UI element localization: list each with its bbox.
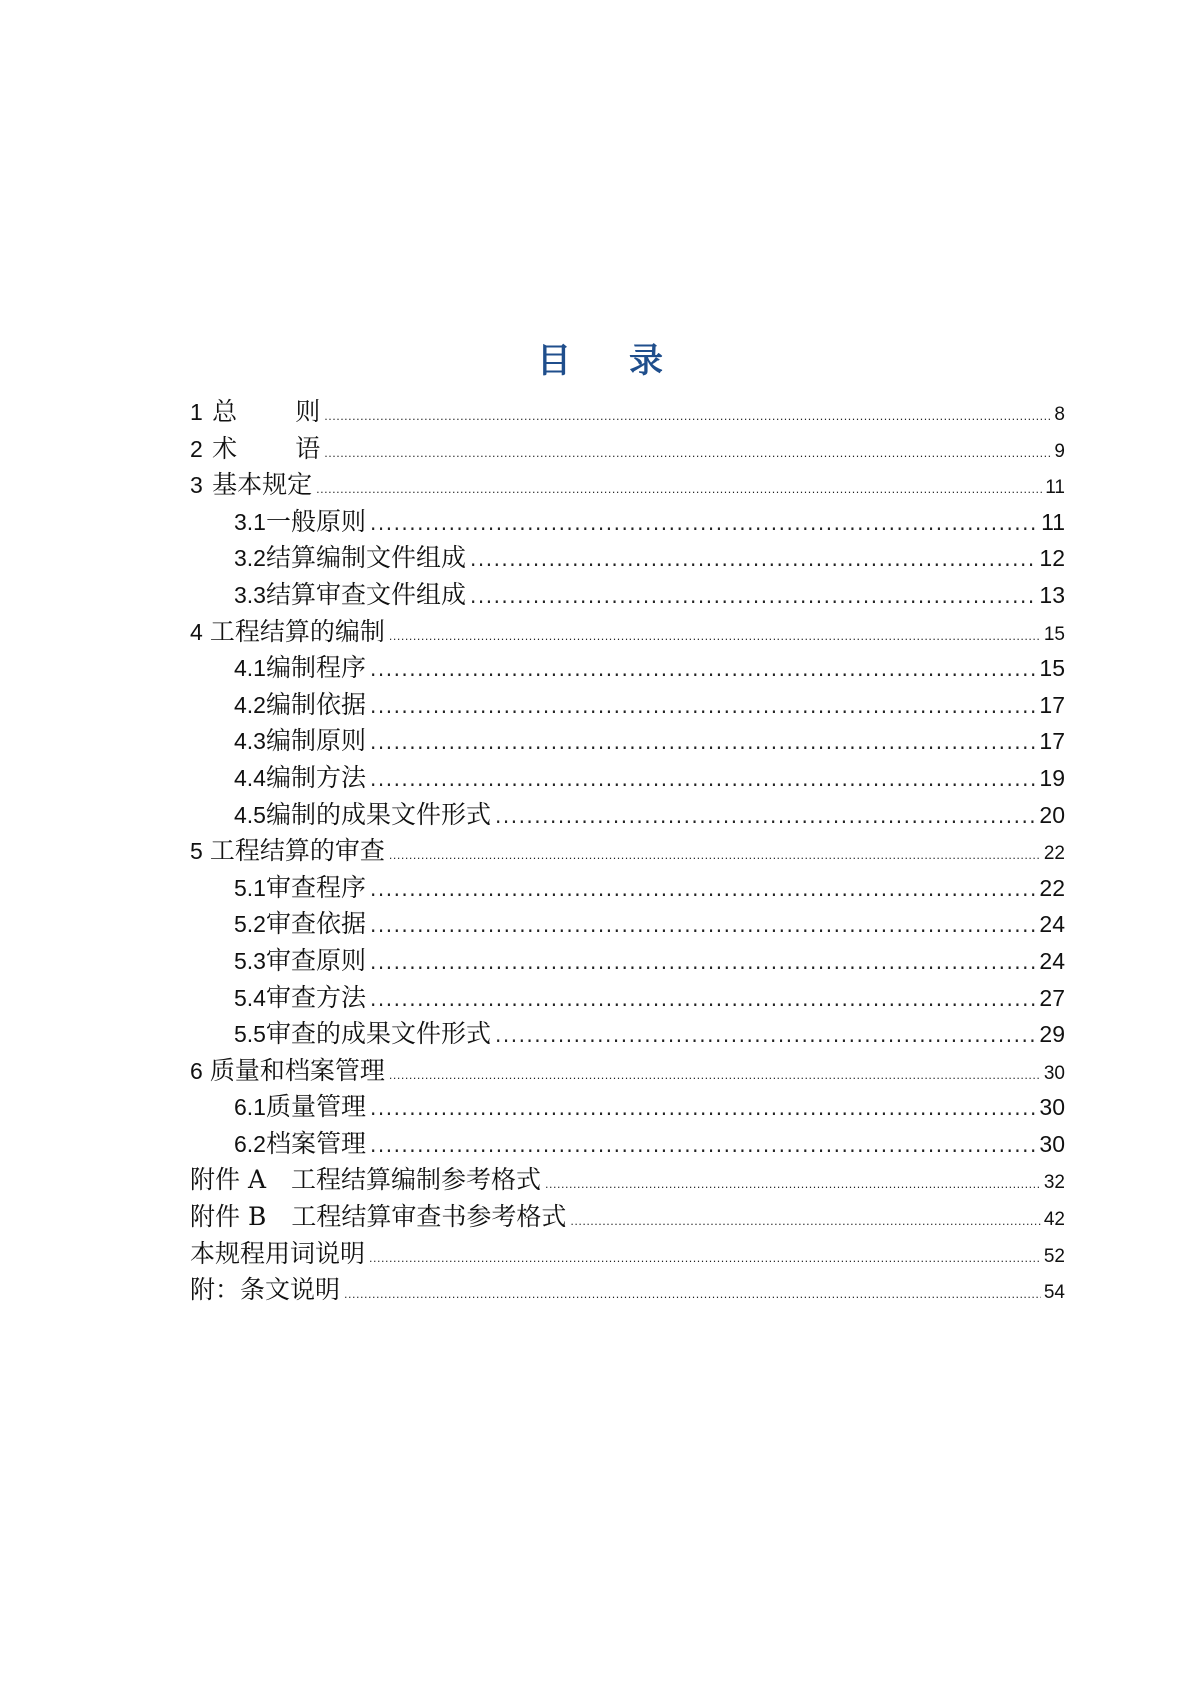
toc-entry-page: 15 — [1039, 655, 1065, 682]
toc-subentry[interactable] — [190, 943, 1065, 980]
toc-entry-number: 5.3 — [234, 947, 266, 974]
toc-leader-dots — [495, 1017, 1036, 1054]
toc-subentry[interactable] — [190, 504, 1065, 541]
toc-entry-label: 一般原则 — [265, 506, 366, 536]
toc-entry-number: 1 — [190, 399, 203, 425]
toc-entry-label: 基本规定 — [212, 470, 313, 500]
toc-entry-page: 52 — [1043, 1245, 1065, 1267]
toc-entry-number: 4.5 — [234, 801, 266, 828]
toc-subentry[interactable] — [190, 1016, 1065, 1053]
toc-subentry[interactable] — [190, 760, 1065, 797]
toc-entry-number: 4.3 — [234, 728, 266, 755]
toc-entry-number: 5.1 — [234, 874, 266, 901]
toc-entry-label: 附：条文说明 — [190, 1275, 341, 1305]
toc-entry-label: 本规程用词说明 — [190, 1238, 366, 1268]
toc-entry-number: 5 — [190, 838, 203, 865]
toc-title-part1: 目 — [537, 341, 571, 381]
toc-entry-page: 19 — [1039, 764, 1065, 791]
toc-leader-dots — [470, 578, 1036, 615]
toc-subentry[interactable] — [190, 870, 1065, 907]
toc-entry-page: 27 — [1039, 984, 1065, 1011]
toc-subentry[interactable] — [190, 687, 1065, 724]
toc-entry-number: 3.3 — [234, 581, 266, 608]
toc-entry-number: 2 — [190, 435, 203, 462]
toc-entry-page: 30 — [1039, 1094, 1065, 1121]
toc-subentry[interactable] — [190, 1089, 1065, 1126]
toc-entry-page: 12 — [1039, 545, 1065, 572]
toc-entry-label: 审查依据 — [265, 909, 366, 939]
toc-entry-number: 6.2 — [234, 1130, 266, 1157]
toc-entry-label: 结算审查文件组成 — [265, 579, 466, 609]
toc-entry-page: 9 — [1054, 440, 1065, 462]
toc-entry-number: 3 — [190, 472, 203, 499]
toc-subentry[interactable] — [190, 1126, 1065, 1163]
toc-subentry[interactable] — [190, 577, 1065, 614]
toc-entry-page: 20 — [1039, 801, 1065, 828]
toc-entry[interactable] — [190, 431, 1065, 468]
toc-entry-label: 总 则 — [212, 397, 321, 426]
toc-entry-number: 5.2 — [234, 911, 266, 938]
toc-subentry[interactable] — [190, 650, 1065, 687]
toc-entry-label: 档案管理 — [265, 1128, 366, 1158]
toc-entry-label: 工程结算的审查 — [209, 836, 385, 866]
toc-leader-dots — [370, 981, 1036, 1018]
toc-entry-label: 工程结算的编制 — [209, 616, 385, 646]
toc-entry-page: 11 — [1041, 508, 1065, 535]
toc-leader-dots — [370, 1090, 1036, 1127]
toc-appendix-entry[interactable] — [190, 1199, 1065, 1236]
toc-entry-page: 29 — [1039, 1021, 1065, 1048]
toc-entry-page: 22 — [1043, 843, 1065, 865]
toc-entry-number: 4.4 — [234, 764, 266, 791]
toc-entry-label: 质量和档案管理 — [209, 1055, 385, 1085]
toc-entry-page: 11 — [1045, 477, 1065, 499]
toc-appendix-entry[interactable] — [190, 1272, 1065, 1309]
toc-leader-dots — [370, 688, 1036, 725]
toc-subentry[interactable] — [190, 906, 1065, 943]
toc-leader-dots — [370, 651, 1036, 688]
toc-entry-number: 4.1 — [234, 655, 266, 682]
toc-entry-page: 15 — [1043, 623, 1065, 645]
toc-subentry[interactable] — [190, 797, 1065, 834]
toc-title-part2: 录 — [629, 341, 663, 381]
toc-entry-label: 编制的成果文件形式 — [265, 799, 491, 829]
toc-entry-label: 审查的成果文件形式 — [265, 1019, 491, 1049]
toc-entry-page: 54 — [1043, 1282, 1065, 1304]
toc-leader-dots — [370, 724, 1036, 761]
toc-entry-label: 编制原则 — [265, 726, 366, 756]
toc-entry[interactable] — [190, 467, 1065, 504]
toc-entry[interactable] — [190, 614, 1065, 651]
toc-entry-label: 附件 A 工程结算编制参考格式 — [190, 1165, 542, 1195]
toc-entry-page: 22 — [1039, 874, 1065, 901]
toc-entry-page: 17 — [1039, 691, 1065, 718]
toc-entry-number: 4.2 — [234, 691, 266, 718]
toc-leader-dots — [370, 944, 1036, 981]
toc-entry-label: 编制程序 — [265, 653, 366, 683]
toc-entry-page: 32 — [1043, 1172, 1065, 1194]
toc-subentry[interactable] — [190, 980, 1065, 1017]
toc-entry-page: 30 — [1039, 1130, 1065, 1157]
toc-entry-number: 5.5 — [234, 1021, 266, 1048]
toc-entry[interactable] — [190, 394, 1065, 431]
toc-leader-dots — [470, 541, 1036, 578]
toc-entry-page: 42 — [1043, 1209, 1065, 1231]
toc-entry-page: 17 — [1039, 728, 1065, 755]
toc-entry-page: 24 — [1039, 911, 1065, 938]
toc-entry-number: 3.2 — [234, 545, 266, 572]
toc-leader-dots — [370, 761, 1036, 798]
toc-entry-number: 3.1 — [234, 508, 266, 535]
toc-leader-dots — [495, 798, 1036, 835]
toc-entry-number: 6.1 — [234, 1094, 266, 1121]
toc-entry-page: 24 — [1039, 947, 1065, 974]
toc-list — [190, 394, 1065, 1309]
toc-subentry[interactable] — [190, 540, 1065, 577]
toc-entry[interactable] — [190, 1053, 1065, 1090]
toc-entry-label: 编制依据 — [265, 689, 366, 719]
toc-entry-page: 8 — [1054, 404, 1065, 425]
toc-subentry[interactable] — [190, 723, 1065, 760]
toc-entry-label: 附件 B 工程结算审查书参考格式 — [190, 1202, 567, 1232]
toc-entry-page: 30 — [1043, 1062, 1065, 1084]
toc-entry[interactable] — [190, 833, 1065, 870]
toc-entry-label: 术 语 — [212, 433, 321, 463]
toc-leader-dots — [370, 505, 1038, 542]
toc-leader-dots — [370, 1127, 1036, 1164]
toc-appendix-entry[interactable] — [190, 1162, 1065, 1199]
toc-title — [0, 333, 1200, 382]
toc-entry-number: 5.4 — [234, 984, 266, 1011]
toc-entry-label: 结算编制文件组成 — [265, 543, 466, 573]
toc-entry-label: 审查原则 — [265, 945, 366, 975]
toc-leader-dots — [370, 907, 1036, 944]
toc-leader-dots — [370, 871, 1036, 908]
toc-entry-number: 4 — [190, 618, 203, 645]
toc-entry-label: 审查方法 — [265, 982, 366, 1012]
toc-entry-number: 6 — [190, 1057, 203, 1084]
toc-leader-dots — [344, 1277, 1041, 1314]
toc-entry-page: 13 — [1039, 581, 1065, 608]
toc-entry-label: 编制方法 — [265, 762, 366, 792]
toc-entry-label: 质量管理 — [265, 1092, 366, 1122]
toc-appendix-entry[interactable] — [190, 1236, 1065, 1273]
toc-entry-label: 审查程序 — [265, 872, 366, 902]
